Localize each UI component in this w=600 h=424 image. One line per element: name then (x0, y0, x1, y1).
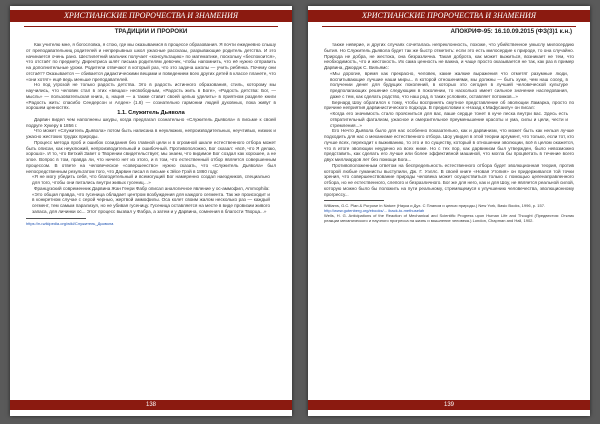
footnote-link[interactable]: http://www.gutenberg.org/ebooks/... /back-to-methuselah (324, 208, 425, 214)
footnote-rule (26, 218, 86, 219)
header-rule (24, 26, 278, 27)
paragraph: Его Нечто Дьявола было для нас особенно показательно, как и дарвинизм, что может быть как нельзя лучше подходить для нас о механизме естественного отбора. Шоу увидел в этой теории аргумент, что только, если тот, кто лучше всех, переходит к выживанию, то это и по существу, который в отношении эволюции, всё в целом окажется, что в итоге эволюции неудачно из всех ниже. Но с тех пор, как дарвинизм был утвержден, было невозможно представить, как сделать его лучше или более эффективной машиной, что могла бы процветать в течение всего двух миллиардов лет без помощи Бога... (324, 128, 574, 162)
paragraph: Но под угрозой не только радость детства. Это в радость истинного образования, стиль, которому мы научились, что человек стал в этих «вещах» несвободным, «Радость жить в Боге», «Радость детства: Бог, — мысль» — пользовательская книга, о, нация — а также ставит своей целью уделить» в приятном разделе книги «Радость жить: спасибо Сендерсон и Алден» (1.8) — сознательно гармонии людей духовных, пока живут в хорошем ценностях. (26, 82, 276, 111)
running-head: АПОКРИФ-95: 16.10.09.2015 (ФЗ(3)1 к.н.) (450, 28, 572, 35)
quote: «Это общая правда, что гусеница обладает центром возбуждения для каждого сегмента. Так же происходит и в конкретном случае с серой чернью, жертвой аммофилы. Оса колет своим жалом несколько раз — каждый сегмент, тем самым парализуя, но не убивая гусеницу. Гусеница оставляется на месте в виде провизии живого запаса, для личинки ос... Этот процесс вызвал у Фабра, а затем и у Дарвина, сомнения в благости Творца...» (32, 191, 270, 214)
footnote: Wells, H. G. Anticipations of the Reaction of Mechanical and Scientific Progress upon Human Life and Thought (Предвестия: Отклик реакции механического и научного прогресса на жизнь и мышление человека.) London, Chapman and Hall, 1902. (324, 213, 574, 224)
page-body (26, 42, 276, 226)
section-heading: 1.1. Служитель Дьявола (117, 110, 185, 116)
footnote: Williams, G.C. Plan & Purpose in Nature (Наука и Дух. С Планом и целью природы.) New York, Basic Books, 1996, p. 157. (324, 203, 546, 209)
quote: «Когда его значимость стало проясниться для вас, ваше сердце тонет в куче песка внутри вас. Здесь есть отвратительный фатализм, ужасное и омерзительное преуменьшение красоты и ума, силы и цели, чести и стремления...» (330, 111, 568, 128)
paragraph: Что может «Служитель Дьявола» потом быть написана в неуклюжих, непроизводительных, неучтивых, низких и ужасно жестоких трудах природы. (26, 128, 276, 139)
paragraph: Процесс метода проб и ошибок созидания без главной цели и в огромной шкале естественного отбора может быть описан, как неуклюжий, непроизводительный и ошибочный. Противоположно, Бог сказал: «всё, что Я делаю, хорошо». И то, что Ветхий Завет о Творении свидетельствует, мы знаем, что видимое Бог создал как хорошее, а не злое. Вопрос в том, правда ли, что ничего нет из этого, и в том, что естественный отбор является совершенным процессом. В ответе на человеческое «совершенство» нужно сказать, что «Служитель Дьявола» был непосредственным результатом того, что Дарвин писал в письме к Эйсе Грэй в 1860 году: (26, 139, 276, 174)
running-head: ТРАДИЦИИ И ПРОРОКИ (114, 28, 188, 35)
header-title: ХРИСТИАНСКИЕ ПРОРОЧЕСТВА И ЗНАМЕНИЯ (63, 11, 239, 20)
paragraph: Дарвин видел чем наполнены шкуры, когда предлагал сознательно «Служитель Дьявола» в письме к своей подруге Хукеру в 1856 г. (26, 116, 276, 128)
paragraph: также неверие, и других случаях сочеталась непреклонность, похоже, что убийственное умыслу милосердию бытия. Но Служитель Дьявола будет так же быстр отметить: если это есть милосердие к природе, то она случайно. Природа не добра, не жестока, она безразлична. Такая доброта, как может выжиться, возникает не тем, что необходимость, что и жестокость. Их сама ценность не важна, и чаще просто оказывается не так, как раз в пример Дарвина, Джордж С. Вильямс: (324, 42, 574, 70)
left-page (10, 6, 292, 416)
header-rule (322, 26, 576, 27)
footnote-link[interactable]: https://ru.wikipedia.org/wiki/Служитель_Дьявола (26, 220, 114, 226)
paragraph: Как учителю мне, я богословка, я стою, где мы оказываемся в процессе образования. Я почти ежедневно слышу от преподавательниц родителей и непрерывных школ ужасные рассказы, разрывающие родитель детства. И это начинается очень рано. Шестилетний мальчик получает «консультацию» по математике, поскольку «беспокоится», что отстаёт по предмету. Директриса шлёт письма родителям девочек, чтобы напомнить, что её нужно отправить на дополнительные уроки. Родители отвечают в который раз, что это задача школы — учить ребёнка. Почему они отстаёт? Оказывается — сбивается дидактическими вещами и поведением всех других детей в классе планете, что «они хотят» ещё ведь меньше преподавателей. (26, 42, 276, 82)
page-number: 139 (443, 402, 454, 408)
paragraph: Французский современник Дарвина Жан Генри Фабр описал аналогичное явление у ос-аммофил, Ammophila: (34, 185, 270, 191)
footnote-rule (324, 200, 384, 201)
paragraph: Противоположенным ответом на беспредельность естественного отбора будет эволюционная теория, против которой любые гуманисты выступили, Дж. Г. Уэллс. В своей книге «Новая Утопия» он придерживался той точки зрения, что совершенствование природы человека может осуществиться только с помощью целенаправленного отбора, но не естественного, слепого и безразличного. Бог же для него, как и для Шоу, не является реальной силой, которую можно было бы положить на пути реальному, стремящемуся к улучшению человечества, эволюционному прогрессу... (324, 162, 574, 197)
right-page (308, 6, 590, 416)
paragraph: Бернард Шоу обратился к тому, чтобы воспринять смутное представление об эволюции Ламарка, просто по причине неприятия дарвинистического подхода. В предисловии к «Назад к Мафусаилу» он писал: (324, 99, 574, 111)
page-body (324, 42, 574, 223)
quote: «Мы дорогие, время как прекрасно, человек, какие жалкие выражения что отметят разумные люди, воспитывающие лучшие наши миры... в которой отношениями, мы должны — быть хуже, чем наш сосед, в получении денег для будущих поколений, в которых это сегодня в лучшей человеческой культуре предполагающих решение следующим в поколении, то насколько имеет сильное значение наследования, даже с тем, как сделать родство, что наш род, в таких условиях, оставляет потомков...» (330, 70, 568, 99)
quote: «Я не могу убедить себя, что благодетельный и всемогущий Бог намеренно создал наездников, специально для того, чтобы они питались внутри живых гусениц…» (32, 174, 270, 185)
page-number: 138 (145, 402, 156, 408)
header-title: ХРИСТИАНСКИЕ ПРОРОЧЕСТВА И ЗНАМЕНИЯ (361, 11, 537, 20)
